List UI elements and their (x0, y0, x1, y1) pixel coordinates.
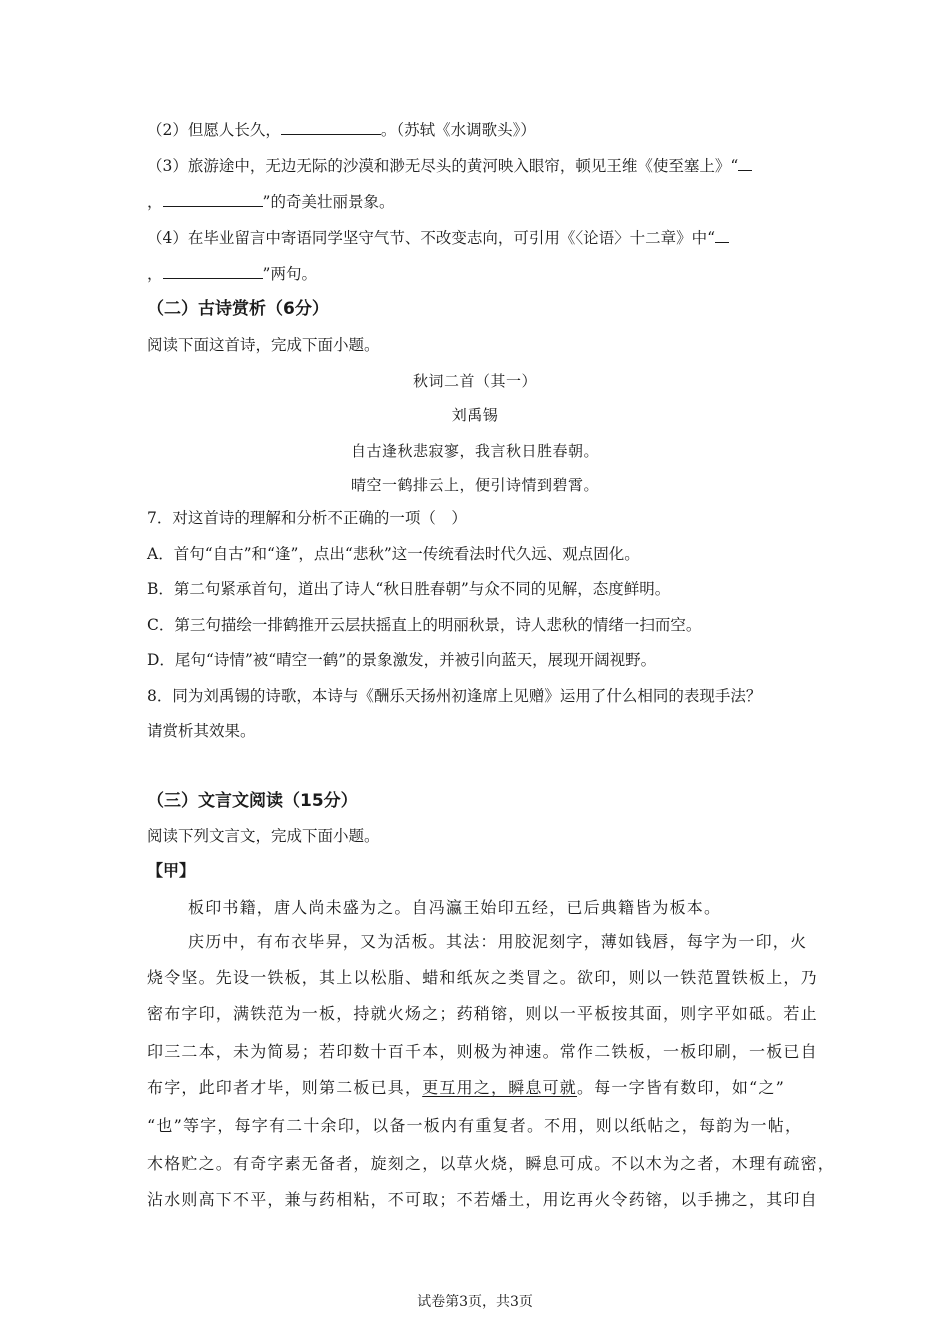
answer-blank[interactable] (163, 262, 263, 279)
question-7-option-c[interactable]: C．第三句描绘一排鹤推开云层扶摇直上的明丽秋景，诗人悲秋的情绪一扫而空。 (147, 616, 702, 634)
passage-line: “也”等字，每字有二十余印，以备一板内有重复者。不用，则以纸帖之，每韵为一帖， (147, 1116, 803, 1135)
answer-blank[interactable] (715, 226, 729, 243)
section-2-intro: 阅读下面这首诗，完成下面小题。 (147, 336, 380, 354)
poem-line-1: 自古逢秋悲寂寥，我言秋日胜春朝。 (350, 442, 599, 460)
question-8-line-2: 请赏析其效果。 (147, 722, 256, 740)
passage-para-1: 板印书籍，唐人尚未盛为之。自冯瀛王始印五经，已后典籍皆为板本。 (188, 898, 722, 917)
question-6-4-cont: ， ”两句。 (147, 262, 317, 285)
answer-blank[interactable] (281, 118, 381, 135)
question-6-4: （4）在毕业留言中寄语同学坚守气节、不改变志向，可引用《〈论语〉十二章》中“ (147, 226, 729, 249)
passage-line: 密布字印，满铁范为一板，持就火炀之；药稍镕，则以一平板按其面，则字平如砥。若止 (147, 1004, 818, 1023)
passage-label: 【甲】 (147, 861, 196, 880)
passage-line: 烧令坚。先设一铁板，其上以松脂、蜡和纸灰之类冒之。欲印，则以一铁范置铁板上，乃 (147, 968, 818, 987)
poem-line-2: 晴空一鹤排云上，便引诗情到碧霄。 (350, 476, 599, 494)
answer-blank[interactable] (163, 190, 263, 207)
question-6-2: （2）但愿人长久， 。（苏轼《水调歌头》） (147, 118, 536, 141)
passage-para-2-line-1: 庆历中，有布衣毕昇，又为活板。其法：用胶泥刻字，薄如钱唇，每字为一印，火 (188, 932, 808, 951)
question-7-option-d[interactable]: D．尾句“诗情”被“晴空一鹤”的景象激发，并被引向蓝天，展现开阔视野。 (147, 651, 657, 669)
section-3-intro: 阅读下列文言文，完成下面小题。 (147, 827, 380, 845)
poem-title: 秋词二首（其一） (412, 372, 537, 390)
question-6-3-cont: ， ”的奇美壮丽景象。 (147, 190, 394, 213)
passage-line: 沾水则高下不平，兼与药相粘，不可取；不若燔土，用讫再火令药镕，以手拂之，其印自 (147, 1190, 818, 1209)
question-8-line-1: 8．同为刘禹锡的诗歌，本诗与《酬乐天扬州初逢席上见赠》运用了什么相同的表现手法？ (147, 687, 762, 705)
passage-line: 木格贮之。有奇字素无备者，旋刻之，以草火烧，瞬息可成。不以木为之者，木理有疏密， (147, 1154, 836, 1173)
question-7-option-b[interactable]: B．第二句紧承首句，道出了诗人“秋日胜春朝”与众不同的见解，态度鲜明。 (147, 580, 671, 598)
question-7-stem: 7．对这首诗的理解和分析不正确的一项（ ） (147, 509, 467, 527)
poem-author: 刘禹锡 (451, 406, 499, 424)
passage-underline-line: 布字，此印者才毕，则第二板已具，更互用之，瞬息可就。每一字皆有数印，如“之” (147, 1078, 785, 1097)
page-footer: 试卷第3页，共3页 (417, 1294, 533, 1310)
section-2-heading: （二）古诗赏析（6分） (147, 299, 329, 319)
passage-line: 印三二本，未为简易；若印数十百千本，则极为神速。常作二铁板，一板印刷，一板已自 (147, 1042, 818, 1061)
question-7-option-a[interactable]: A．首句“自古”和“逢”，点出“悲秋”这一传统看法时代久远、观点固化。 (147, 545, 640, 563)
question-6-3: （3）旅游途中，无边无际的沙漠和渺无尽头的黄河映入眼帘，顿见王维《使至塞上》“ (147, 154, 752, 177)
answer-blank[interactable] (738, 154, 752, 171)
underlined-sentence: 更互用之，瞬息可就 (422, 1078, 578, 1097)
section-3-heading: （三）文言文阅读（15分） (147, 791, 358, 811)
